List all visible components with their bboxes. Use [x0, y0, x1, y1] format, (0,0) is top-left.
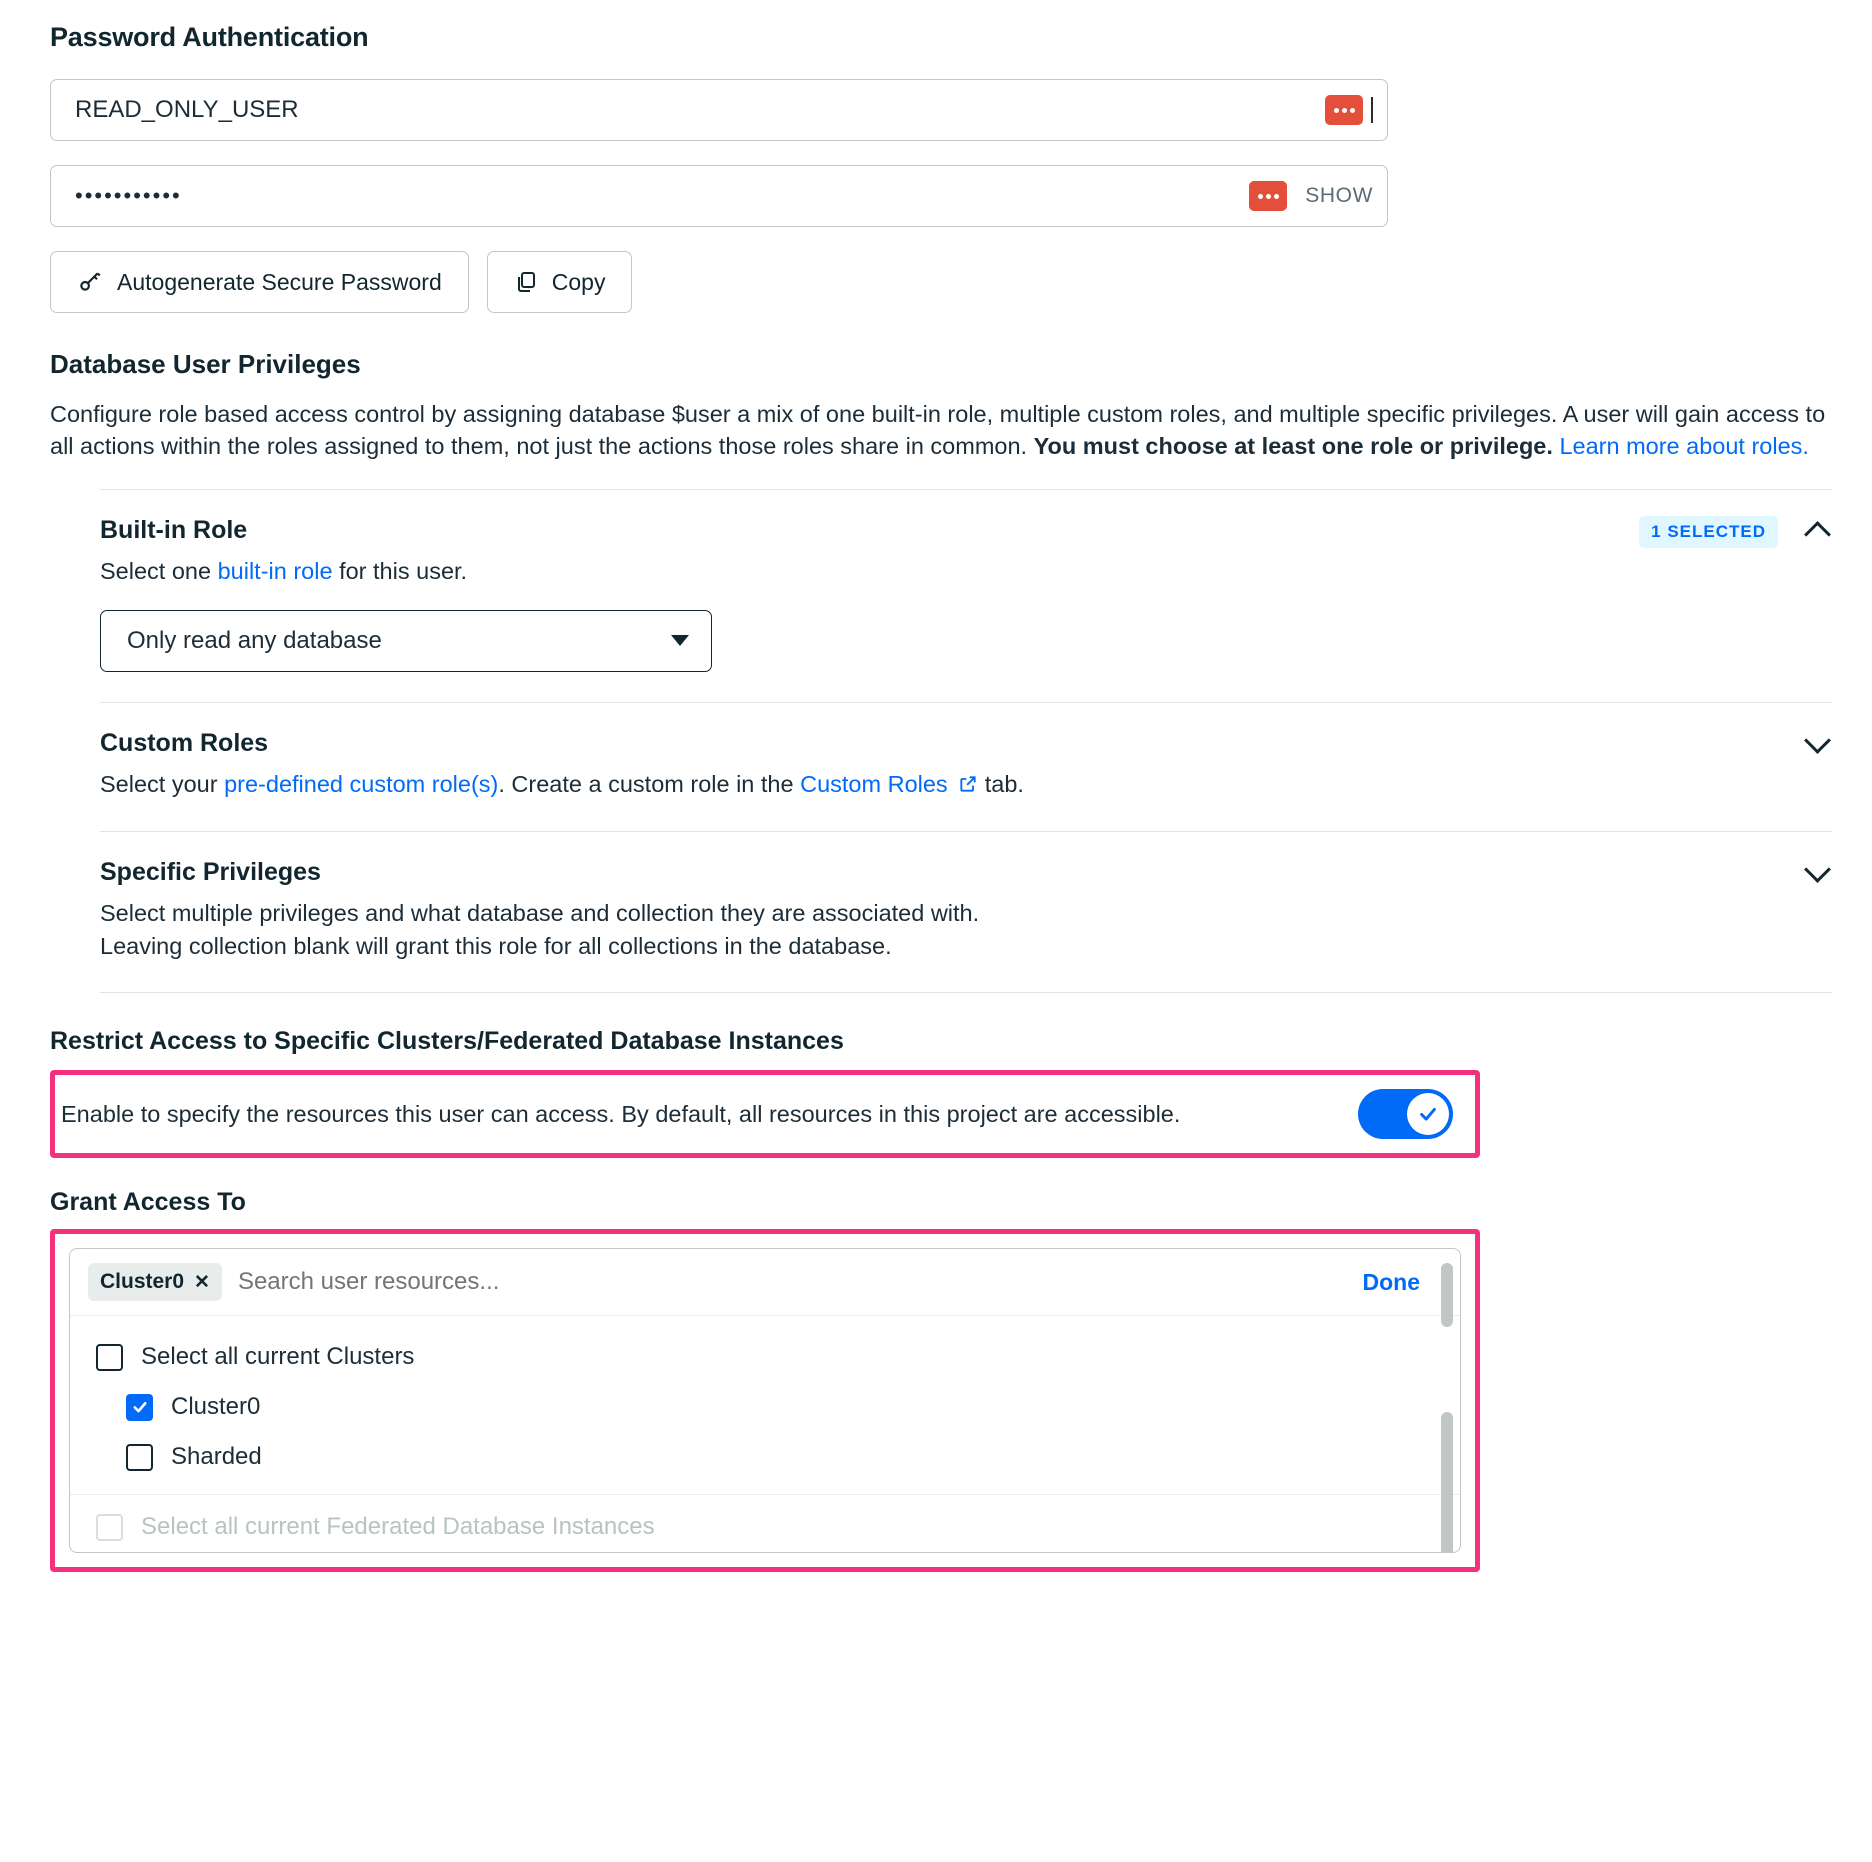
password-manager-icon[interactable]: [1325, 95, 1363, 125]
autogenerate-password-button[interactable]: [50, 251, 469, 313]
option-cluster0[interactable]: [70, 1382, 1460, 1432]
chevron-up-icon[interactable]: [1806, 519, 1832, 545]
toggle-knob: [1407, 1093, 1449, 1135]
privileges-desc-bold: You must choose at least one role or privilege.: [1033, 433, 1553, 460]
key-icon: [77, 269, 103, 295]
option-label: Select all current Clusters: [141, 1343, 415, 1371]
password-actions: [50, 251, 1832, 313]
custom-roles-desc-post: tab.: [978, 770, 1024, 797]
resource-search-row: [70, 1249, 1460, 1316]
password-manager-icon[interactable]: [1249, 181, 1287, 211]
built-in-role-desc-post: for this user.: [332, 557, 468, 584]
built-in-role-desc: [100, 555, 467, 588]
custom-roles-desc-mid: . Create a custom role in the: [498, 770, 801, 797]
copy-button[interactable]: [487, 251, 633, 313]
accordion-custom-roles: [100, 703, 1832, 832]
resource-options-list: [70, 1316, 1460, 1552]
custom-roles-title: Custom Roles: [100, 728, 269, 757]
option-label: Cluster0: [171, 1393, 261, 1421]
built-in-role-title: Built-in Role: [100, 515, 248, 544]
external-link-icon: [948, 771, 979, 797]
specific-privileges-desc-line2: Leaving collection blank will grant this role for all collections in the database.: [100, 932, 892, 959]
resource-selector: [69, 1248, 1461, 1553]
option-select-all-federated[interactable]: [70, 1495, 1460, 1552]
restrict-access-title: Restrict Access to Specific Clusters/Federated Database Instances: [50, 1027, 844, 1056]
built-in-role-select[interactable]: [100, 610, 712, 672]
accordion-specific-privileges: [100, 832, 1832, 994]
page-title: Password Authentication: [50, 22, 369, 52]
custom-roles-desc-pre: Select your: [100, 770, 225, 797]
chip-label: Cluster0: [100, 1270, 185, 1294]
option-label: Select all current Federated Database Instances: [141, 1513, 655, 1541]
grant-access-title: Grant Access To: [50, 1188, 246, 1217]
privileges-description: [50, 398, 1832, 463]
chevron-down-icon[interactable]: [1806, 729, 1832, 755]
custom-roles-tab-link[interactable]: Custom Roles: [800, 770, 948, 797]
privileges-accordion: [100, 489, 1832, 994]
checkbox-select-all-federated[interactable]: [96, 1514, 123, 1541]
specific-privileges-title: Specific Privileges: [100, 857, 321, 886]
username-value: READ_ONLY_USER: [75, 96, 299, 123]
selected-resource-chip[interactable]: [88, 1263, 222, 1301]
show-password-button[interactable]: SHOW: [1305, 184, 1373, 207]
restrict-access-highlight: [50, 1070, 1480, 1158]
password-field[interactable]: [50, 165, 1388, 227]
checkbox-cluster0[interactable]: [126, 1394, 153, 1421]
text-cursor: [1371, 97, 1373, 123]
autogenerate-password-label: Autogenerate Secure Password: [117, 268, 442, 295]
copy-icon: [514, 270, 538, 294]
chevron-down-icon[interactable]: [1806, 858, 1832, 884]
password-value: •••••••••••: [75, 183, 182, 208]
checkbox-select-all-clusters[interactable]: [96, 1344, 123, 1371]
restrict-access-toggle[interactable]: [1358, 1089, 1453, 1139]
scrollbar-thumb-list[interactable]: [1441, 1412, 1453, 1553]
search-input[interactable]: [236, 1267, 1349, 1297]
checkbox-sharded[interactable]: [126, 1444, 153, 1471]
built-in-role-link[interactable]: built-in role: [217, 557, 333, 584]
copy-label: Copy: [551, 268, 606, 295]
chevron-down-icon: [671, 635, 689, 646]
learn-more-roles-link[interactable]: Learn more about roles.: [1559, 433, 1809, 460]
specific-privileges-desc-line1: Select multiple privileges and what database and collection they are associated with.: [100, 899, 980, 926]
custom-roles-desc: [100, 768, 1024, 801]
option-label: Sharded: [171, 1443, 262, 1471]
built-in-role-selected-badge: 1 SELECTED: [1639, 516, 1778, 548]
privileges-title: Database User Privileges: [50, 349, 361, 379]
username-field[interactable]: [50, 79, 1388, 141]
built-in-role-select-value: Only read any database: [127, 626, 382, 654]
option-sharded[interactable]: [70, 1432, 1460, 1482]
remove-chip-icon[interactable]: ✕: [194, 1271, 210, 1293]
grant-access-highlight: [50, 1229, 1480, 1572]
restrict-access-description: Enable to specify the resources this user can access. By default, all resources in this project are accessible.: [61, 1100, 1181, 1127]
option-select-all-clusters[interactable]: [70, 1332, 1460, 1382]
accordion-built-in-role: [100, 490, 1832, 703]
predefined-custom-roles-link[interactable]: pre-defined custom role(s): [224, 770, 499, 797]
done-button[interactable]: Done: [1362, 1268, 1420, 1295]
privileges-desc-text: Configure role based access control by assigning database $user a mix of one built-in role, multiple custom roles, and multiple specific privileges. A user will gain access to all actions within the roles assigned to them, not just the actions those roles share in common.: [50, 401, 1826, 460]
built-in-role-desc-pre: Select one: [100, 557, 218, 584]
